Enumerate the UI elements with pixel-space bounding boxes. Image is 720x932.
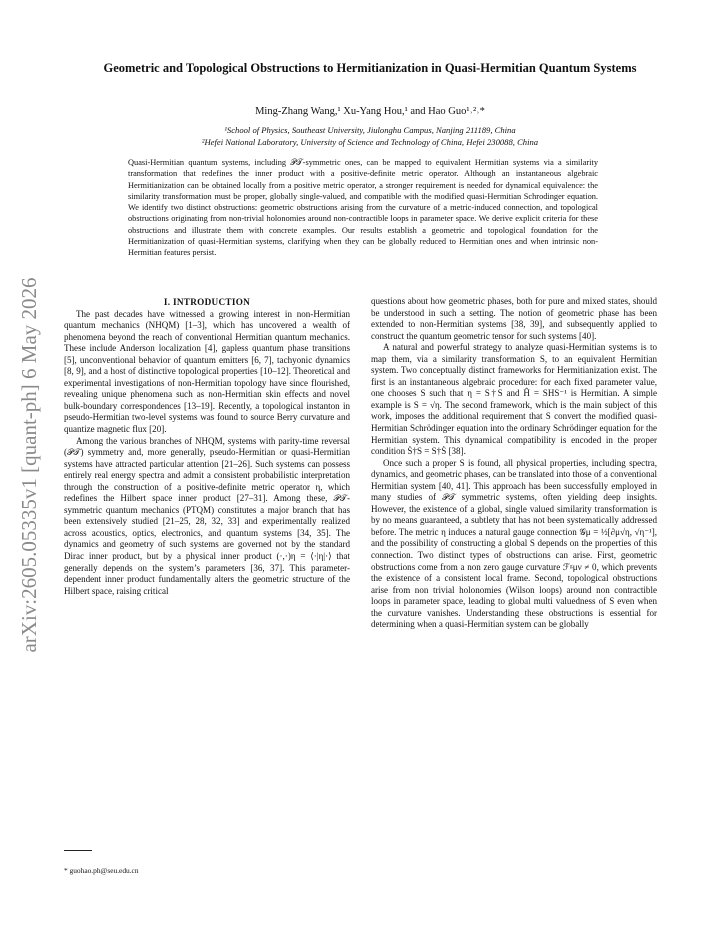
arxiv-sidebar-stamp — [8, 250, 48, 680]
affiliation-2: ²Hefei National Laboratory, University of Science and Technology of China, Hefei 230088, China — [201, 137, 539, 147]
intro-paragraph-1: The past decades have witnessed a growing interest in non-Hermitian quantum mechanics (NHQM) [1–3], which has uncovered a wealth of phenomena beyond the reach of conventional Hermitian quantum mechanics. These include Anderson localization [4], gapless quantum phase transitions [5], unconventional behavior of quantum emitters [6, 7], tachyonic dynamics [8, 9], and a host of distinctive topological properties [10–12]. Theoretical and experimental investigations of non-Hermitian topology have since flourished, revealing unique phenomena such as non-Hermitian skin effects and novel bulk-boundary correspondences [13–19]. Recently, a topological instanton in pseudo-Hermitian two-level systems was found to source Berry curvature and quantize magnetic flux [20]. — [64, 308, 350, 435]
corresponding-author-email: * guohao.ph@seu.edu.cn — [64, 866, 139, 875]
intro-paragraph-4: A natural and powerful strategy to analyze quasi-Hermitian systems is to map them, via a similarity transformation S, to an equivalent Hermitian system. Two conceptually distinct frameworks for Hermitianization exist. The first is an instantaneous algebraic procedure: for each fixed parameter value, one chooses S such that η = S†S and Ĥ = SHS⁻¹ is Hermitian. A simple example is S = √η. The second framework, which is the main subject of this work, imposes the additional requirement that S convert the modified quasi-Hermitian Schrödinger equation into the ordinary Schrödinger equation for the Hermitian system. This dynamical compatibility is encoded in the proper condition Ṡ†S = S†Ṡ [38]. — [371, 342, 657, 457]
intro-paragraph-2: Among the various branches of NHQM, systems with parity-time reversal (𝒫𝒯) symmetry and, more generally, pseudo-Hermitian or quasi-Hermitian systems have attracted particular attention [21–26]. Such systems can possess entirely real energy spectra and admit a consistent probabilistic interpretation through the construction of a positive-definite metric operator η, which redefines the Hilbert space inner product [27–31]. Among these, 𝒫𝒯-symmetric quantum mechanics (PTQM) constitutes a major branch that has been extensively studied [21–25, 28, 32, 33] and experimentally realized across acoustics, optics, electronics, and quantum systems [34, 35]. The dynamics and geometry of such systems are governed not by the standard Dirac inner product, but by a physical inner product (·,·)η = ⟨·|η|·⟩ that generally depends on the system’s parameters [36, 37]. This parameter-dependent inner product fundamentally alters the geometric structure of the Hilbert space, raising critical — [64, 435, 350, 596]
right-column — [371, 296, 657, 631]
author-list: Ming-Zhang Wang,¹ Xu-Yang Hou,¹ and Hao Guo¹˒²˒* — [255, 106, 485, 117]
arxiv-identifier: arXiv:2605.05335v1 [quant-ph] 6 May 2026 — [17, 277, 41, 653]
footnote-rule — [64, 850, 92, 851]
affiliation-1: ¹School of Physics, Southeast University, Jiulonghu Campus, Nanjing 211189, China — [224, 125, 516, 135]
left-column — [64, 297, 350, 597]
intro-paragraph-5: Once such a proper S is found, all physical properties, including spectra, dynamics, and geometric phases, can be translated into those of a conventional Hermitian system [40, 41]. This approach has been successfully employed in many studies of 𝒫𝒯 symmetric systems, often yielding deep insights. However, the existence of a global, single valued similarity transformation is by no means guaranteed, a subtlety that has not been systematically addressed before. The metric η induces a natural gauge connection 𝒢μ = ½[∂μ√η, √η⁻¹], and the possibility of constructing a global S depends on the properties of this connection. Two distinct types of obstructions can arise. First, geometric obstructions come from a non zero gauge curvature ℱᵍμν ≠ 0, which prevents the existence of a consistent local frame. Second, topological obstructions arise from non trivial holonomies (Wilson loops) around non contractible loops in parameter space, leading to global multi valuedness of S even when the curvature vanishes. Understanding these obstructions is essential for determining when a quasi-Hermitian system can be globally — [371, 457, 657, 630]
section-heading: I. INTRODUCTION — [163, 297, 251, 307]
intro-paragraph-3: questions about how geometric phases, both for pure and mixed states, should be understood in such a setting. The notion of geometric phase has been extended to non-Hermitian systems [38, 39], and subsequently applied to construct the quantum geometric tensor for such systems [40]. — [371, 296, 657, 341]
paper-title: Geometric and Topological Obstructions to Hermitianization in Quasi-Hermitian Quantum Systems — [103, 61, 637, 75]
abstract: Quasi-Hermitian quantum systems, including 𝒫𝒯-symmetric ones, can be mapped to equivalent Hermitian systems via a similarity transformation that redefines the inner product with a positive-definite metric operator. Although an instantaneous algebraic Hermitianization can be obtained locally from a positive metric operator, a stronger requirement is needed for dynamical equivalence: the similarity transformation must be proper, globally single-valued, and compatible with the modified quasi-Hermitian Schrodinger equation. We identify two distinct obstructions: geometric obstructions arising from the curvature of a metric-induced connection, and topological obstructions originating from non-trivial holonomies around non-contractible loops in parameter space. We derive explicit criteria for these obstructions and illustrate them with concrete examples. Our results establish a geometric and topological foundation for the Hermitianization of quasi-Hermitian systems, clarifying when they can be globally reduced to Hermitian ones and when intrinsic non-Hermitian features persist. — [128, 158, 598, 257]
